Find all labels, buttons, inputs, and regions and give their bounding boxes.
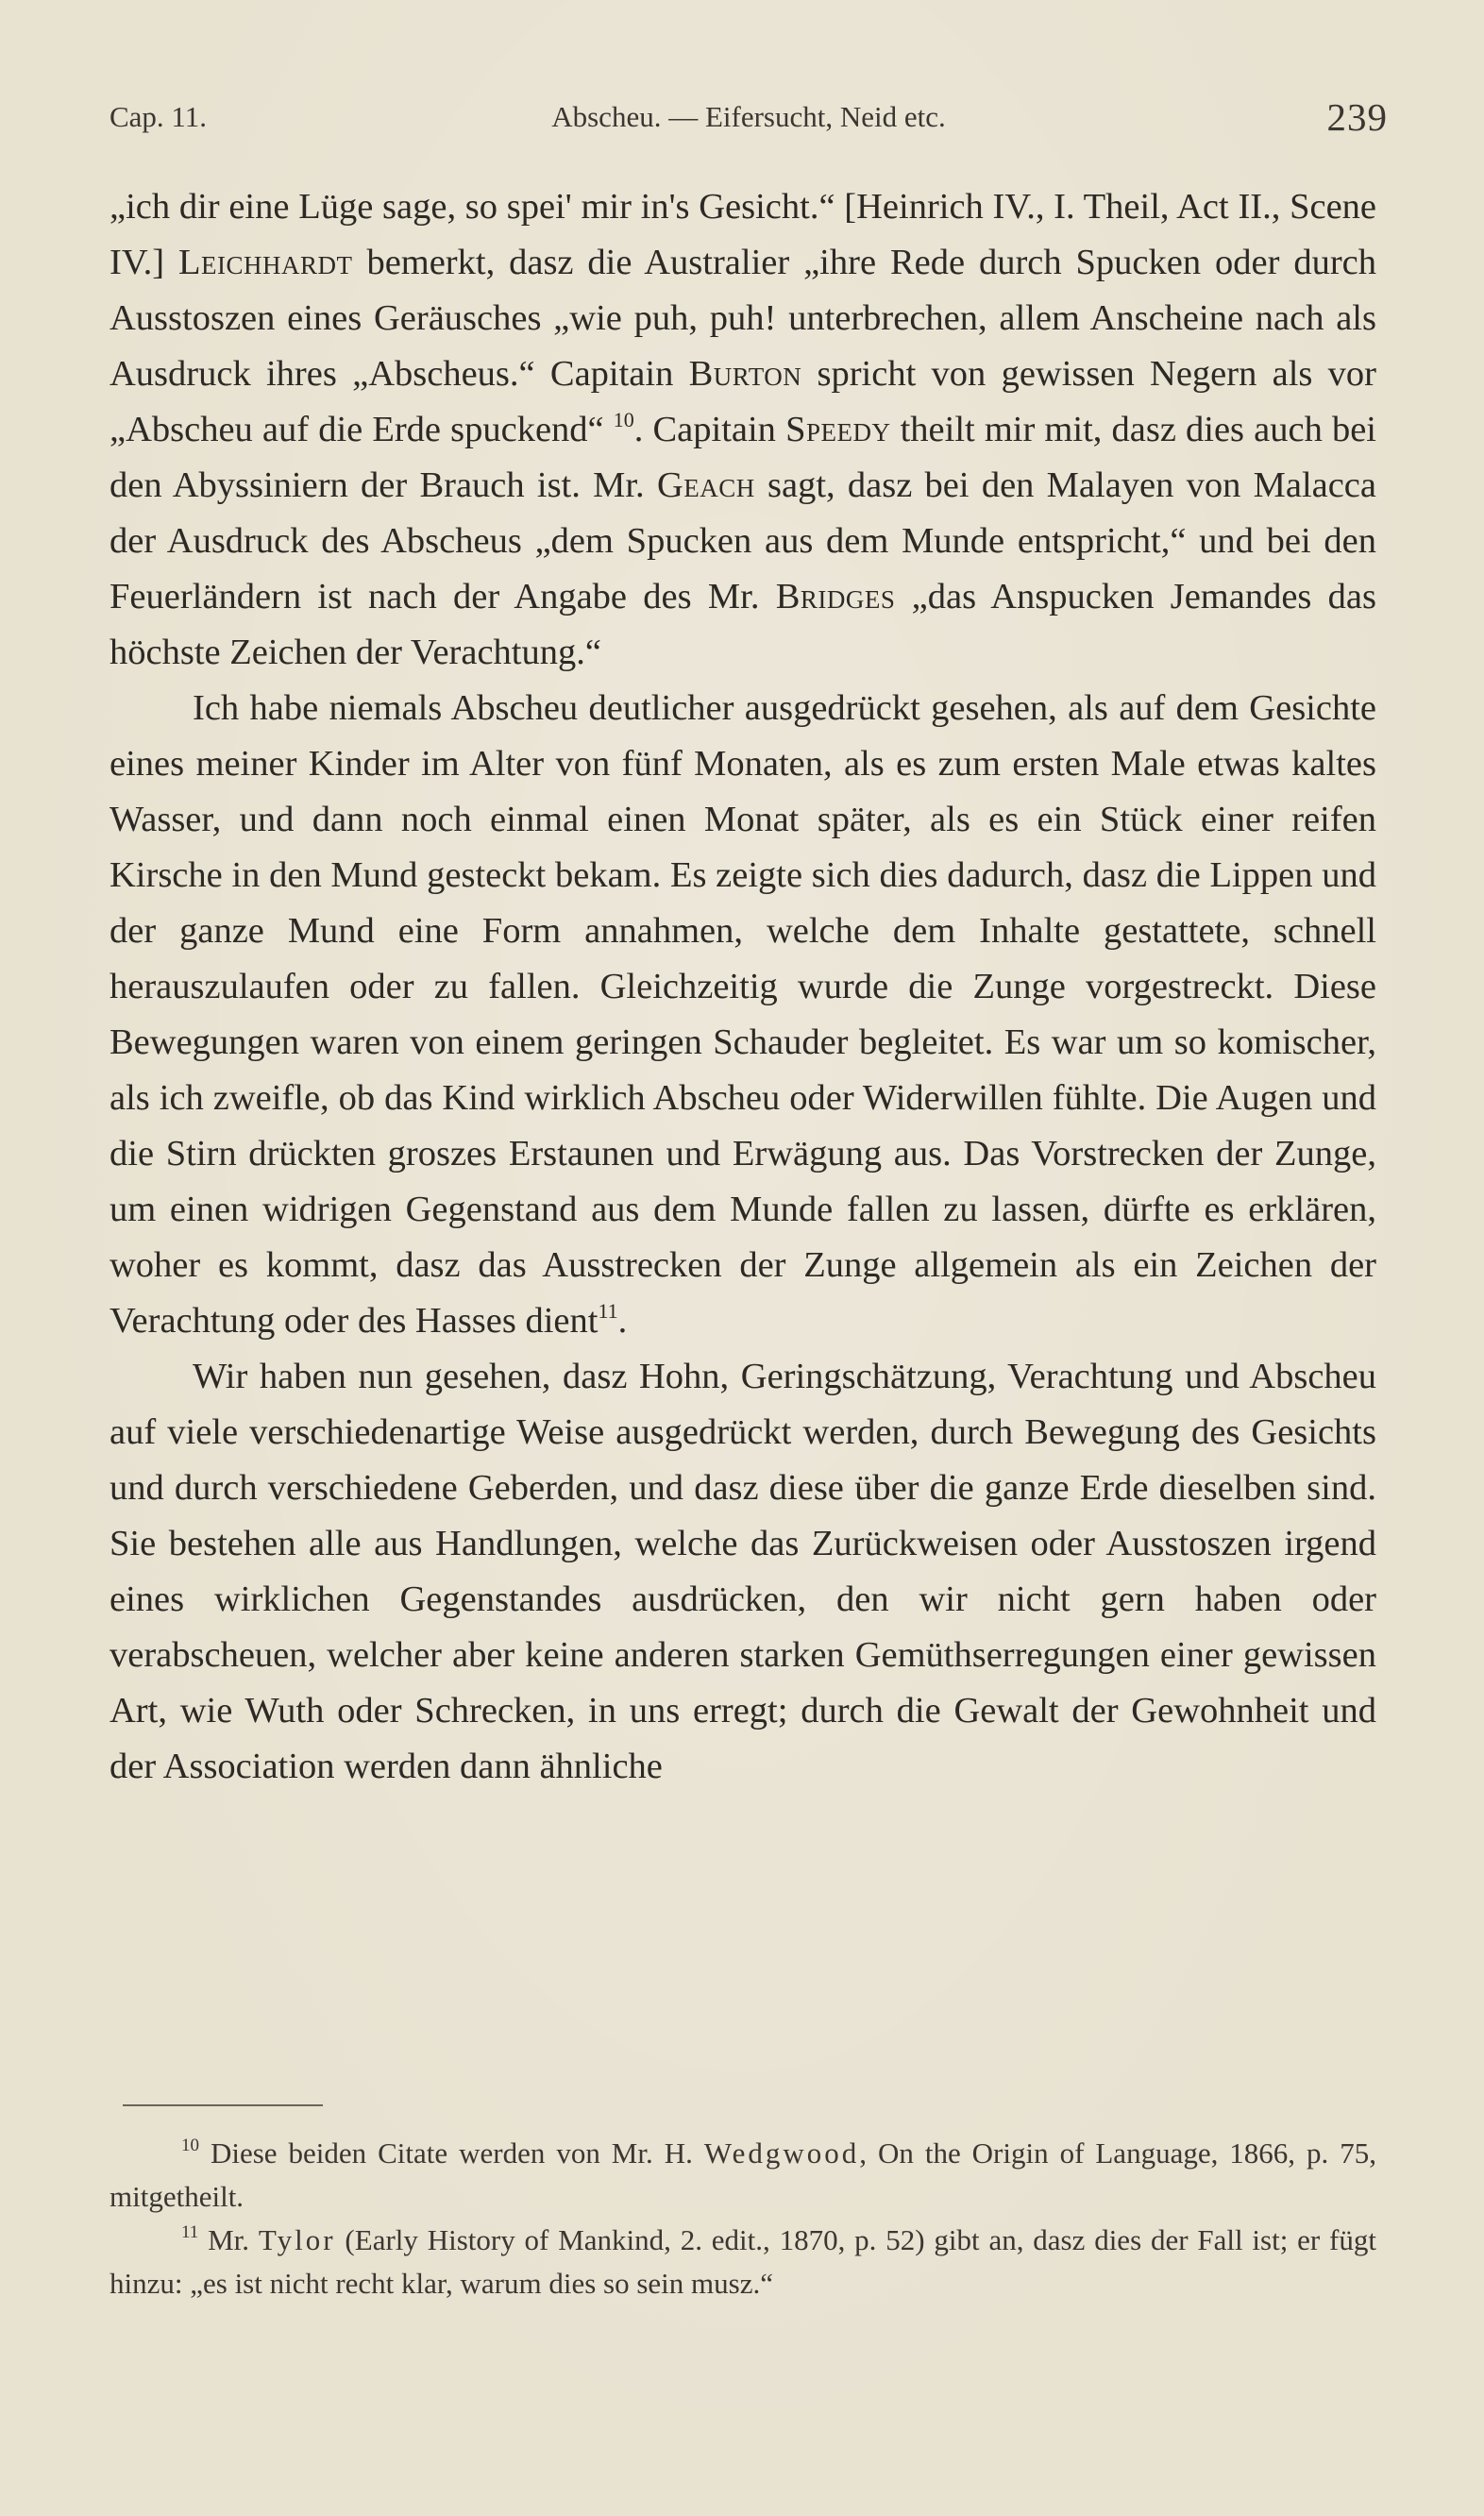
author-name: Bridges	[775, 577, 896, 616]
text-run: .	[617, 1301, 628, 1341]
text-run: (Early History of Mankind, 2. edit., 1870, p. 52) gibt an, dasz dies der Fall ist; er fügt hinzu: „es ist nicht recht klar, warum dies so sein musz.“	[110, 2223, 1376, 2300]
footnote-divider	[123, 2104, 323, 2106]
author-name: Tylor	[258, 2223, 336, 2256]
text-run: bemerkt, dasz die Australier „ihre Rede durch Spucken oder durch Ausstoszen eines Geräusches „wie puh, puh! unterbrechen, allem Anscheine nach als Ausdruck ihres „Abscheus.“ Capitain	[110, 243, 1376, 394]
text-run: , On the Origin of Language, 1866, p. 75, mitgetheilt.	[110, 2136, 1376, 2213]
page-number: 239	[1326, 95, 1388, 139]
text-run: Ich habe niemals Abscheu deutlicher ausgedrückt gesehen, als auf dem Gesichte eines meiner Kinder im Alter von fünf Monaten, als es zum ersten Male etwas kaltes Wasser, und dann noch einmal einen Monat später, als es ein Stück einer reifen Kirsche in den Mund gesteckt bekam. Es zeigte sich dies dadurch, dasz die Lippen und der ganze Mund eine Form annahmen, welche dem Inhalte gestattete, schnell herauszulaufen oder zu fallen. Gleichzeitig wurde die Zunge vorgestreckt. Diese Bewegungen waren von einem geringen Schauder begleitet. Es war um so komischer, als ich zweifle, ob das Kind wirklich Abscheu oder Widerwillen fühlte. Die Augen und die Stirn drückten groszes Erstaunen und Erwägung aus. Das Vorstrecken der Zunge, um einen widrigen Gegenstand aus dem Munde fallen zu lassen, dürfte es erklären, woher es kommt, dasz das Ausstrecken der Zunge allgemein als ein Zeichen der Verachtung oder des Hasses dient	[110, 688, 1376, 1341]
footnote-ref: 10	[181, 2136, 199, 2155]
chapter-label: Cap. 11.	[110, 100, 208, 133]
paragraph	[110, 681, 1376, 1349]
author-name: Wedgwood	[703, 2136, 860, 2170]
text-run: sagt, dasz bei den Malayen von Malacca der Ausdruck des Abscheus „dem Spucken aus dem Munde entspricht,“ und bei den Feuerländern ist nach der Angabe des Mr.	[110, 465, 1376, 616]
footnote	[110, 2132, 1376, 2219]
text-run: theilt mir mit, dasz dies auch bei den Abyssiniern der Brauch ist. Mr.	[110, 410, 1376, 505]
main-text	[110, 179, 1376, 1795]
text-run: „ich dir eine Lüge sage, so spei' mir in's Gesicht.“ [Heinrich IV., I. Theil, Act II., Scene IV.]	[110, 187, 1376, 282]
paragraph	[110, 1349, 1376, 1795]
footnote-ref: 11	[598, 1299, 618, 1323]
footnote-ref: 11	[181, 2222, 199, 2242]
author-name: Geach	[656, 465, 755, 505]
footnote	[110, 2219, 1376, 2305]
text-run: Diese beiden Citate werden von Mr. H.	[199, 2136, 704, 2170]
text-run: spricht von gewissen Negern als vor „Abscheu auf die Erde spuckend“	[110, 354, 1376, 449]
footnote-ref: 10	[613, 408, 634, 431]
paragraph	[110, 179, 1376, 681]
running-title: Abscheu. — Eifersucht, Neid etc.	[551, 100, 946, 133]
footnotes	[110, 2132, 1376, 2305]
text-run: . Capitain	[633, 410, 786, 449]
text-run: Wir haben nun gesehen, dasz Hohn, Geringschätzung, Verachtung und Abscheu auf viele verschiedenartige Weise ausgedrückt werden, durch Bewegung des Gesichts und durch verschiedene Geberden, und dasz diese über die ganze Erde dieselben sind. Sie bestehen alle aus Handlungen, welche das Zurückweisen oder Ausstoszen irgend eines wirklichen Gegenstandes ausdrücken, den wir nicht gern haben oder verabscheuen, welcher aber keine anderen starken Gemüthserregungen einer gewissen Art, wie Wuth oder Schrecken, in uns erregt; durch die Gewalt der Gewohnheit und der Association werden dann ähnliche	[110, 1357, 1376, 1786]
author-name: Burton	[688, 354, 802, 394]
author-name: Speedy	[785, 410, 891, 449]
running-header	[110, 94, 1388, 144]
text-run: „das Anspucken Jemandes das höchste Zeichen der Verachtung.“	[110, 577, 1376, 672]
author-name: Leichhardt	[178, 243, 353, 282]
text-run: Mr.	[198, 2223, 259, 2256]
